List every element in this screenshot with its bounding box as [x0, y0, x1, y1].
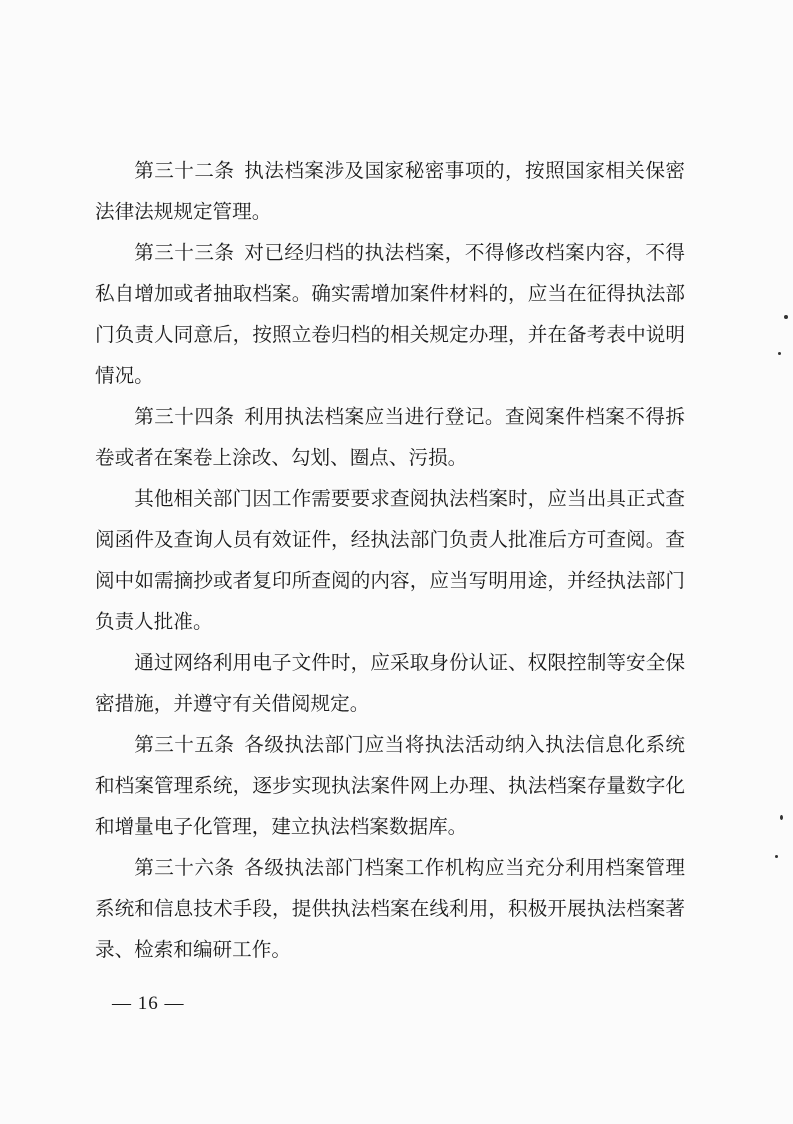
paragraph-article-32 [95, 150, 685, 232]
article-heading: 第三十二条 [134, 159, 235, 182]
scan-dot [778, 352, 781, 355]
article-heading: 第三十三条 [134, 241, 235, 264]
scan-dot [775, 855, 778, 858]
paragraph-text: 对已经归档的执法档案，不得修改档案内容，不得私自增加或者抽取档案。确实需增加案件材料的，应当在征得执法部门负责人同意后，按照立卷归档的相关规定办理，并在备考表中说明情况。 [95, 241, 686, 387]
paragraph-article-34 [95, 396, 685, 478]
scan-dot [784, 315, 788, 319]
paragraph-article-36 [95, 847, 685, 970]
article-heading: 第三十五条 [134, 733, 235, 756]
paragraph-text: 各级执法部门应当将执法活动纳入执法信息化系统和档案管理系统，逐步实现执法案件网上办理、执法档案存量数字化和增量电子化管理，建立执法档案数据库。 [95, 733, 686, 838]
paragraph-text: 利用执法档案应当进行登记。查阅案件档案不得拆卷或者在案卷上涂改、勾划、圈点、污损。 [95, 405, 686, 469]
paragraph-article-33 [95, 232, 685, 396]
paragraph-text: 各级执法部门档案工作机构应当充分利用档案管理系统和信息技术手段，提供执法档案在线利用，积极开展执法档案著录、检索和编研工作。 [95, 856, 686, 961]
paragraph-text: 通过网络利用电子文件时，应采取身份认证、权限控制等安全保密措施，并遵守有关借阅规定。 [95, 651, 685, 715]
paragraph-text: 其他相关部门因工作需要要求查阅执法档案时，应当出具正式查阅函件及查询人员有效证件，经执法部门负责人批准后方可查阅。查阅中如需摘抄或者复印所查阅的内容，应当写明用途，并经执法部门负责人批准。 [95, 487, 685, 633]
paragraph-article-34-part-3 [95, 642, 685, 724]
article-heading: 第三十六条 [134, 856, 235, 879]
paragraph-article-35 [95, 724, 685, 847]
body-text [95, 150, 685, 970]
scan-dot [780, 815, 783, 820]
article-heading: 第三十四条 [134, 405, 235, 428]
page-number: — 16 — [112, 993, 185, 1014]
paragraph-text: 执法档案涉及国家秘密事项的，按照国家相关保密法律法规规定管理。 [95, 159, 686, 223]
paragraph-article-34-part-2 [95, 478, 685, 642]
